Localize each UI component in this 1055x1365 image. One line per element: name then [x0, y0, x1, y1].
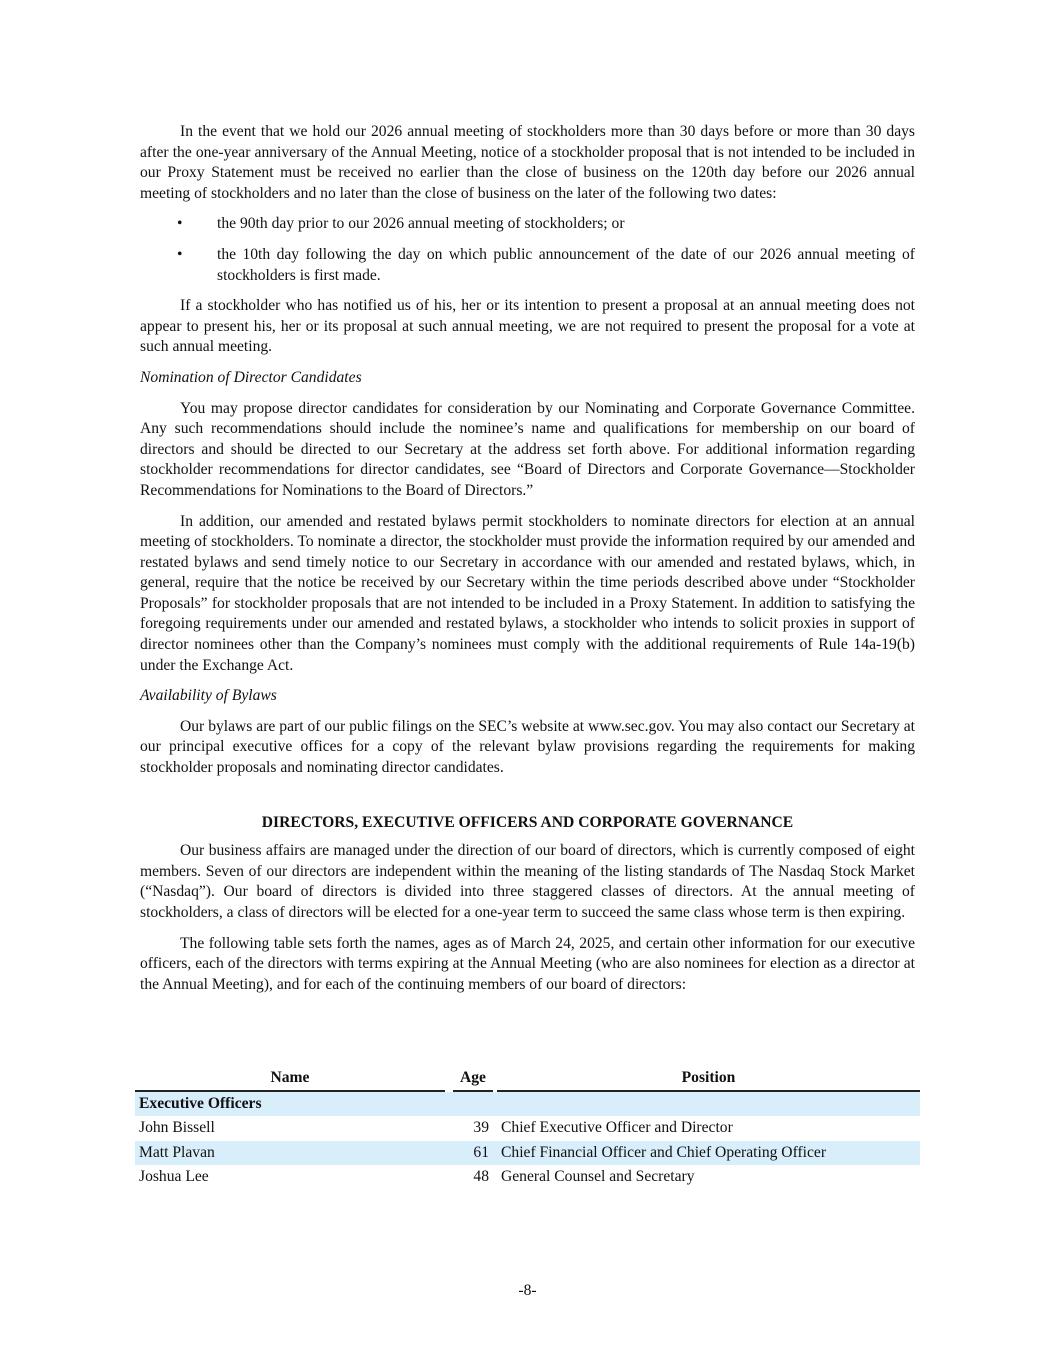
cell-age: 39 [473, 1119, 489, 1137]
paragraph: The following table sets forth the names, ages as of March 24, 2025, and certain other information for our executive officers, each of the directors with terms expiring at the Annual Meeting (who are also nominees for election as a director at the Annual Meeting), and for each of the continuing members of our board of directors: [140, 934, 915, 993]
cell-name: Matt Plavan [135, 1141, 445, 1166]
cell-position: Chief Executive Officer and Director [501, 1119, 733, 1137]
cell-age: 61 [453, 1141, 497, 1166]
officers-table [135, 1066, 920, 1190]
bullet-text: the 10th day following the day on which public announcement of the date of our 2026 annual meeting of stockholders is first made. [217, 245, 915, 284]
table-row [135, 1141, 920, 1166]
table-header [135, 1066, 920, 1092]
section-title: DIRECTORS, EXECUTIVE OFFICERS AND CORPORATE GOVERNANCE [261, 813, 794, 831]
bullet-item [140, 214, 915, 235]
table-group-row [135, 1092, 920, 1117]
paragraph: Our business affairs are managed under the direction of our board of directors, which is currently composed of eight members. Seven of our directors are independent within the meaning of the listing standards of The Nasdaq Stock Market (“Nasdaq”). Our board of directors is divided into three staggered classes of directors. At the annual meeting of stockholders, a class of directors will be elected for a one-year term to succeed the same class whose term is then expiring. [140, 842, 915, 921]
subheading-nomination: Nomination of Director Candidates [140, 368, 362, 386]
paragraph: You may propose director candidates for consideration by our Nominating and Corporate Governance Committee. Any such recommendations should include the nominee’s name and qualifications for membership on our board of directors and should be directed to our Secretary at the address set forth above. For additional information regarding stockholder recommendations for director candidates, see “Board of Directors and Corporate Governance—Stockholder Recommendations for Nominations to the Board of Directors.” [140, 399, 915, 499]
bullet-icon: • [177, 215, 183, 233]
paragraph: In addition, our amended and restated bylaws permit stockholders to nominate directors for election at an annual meeting of stockholders. To nominate a director, the stockholder must provide the information required by our amended and restated bylaws and send timely notice to our Secretary in accordance with our amended and restated bylaws, which, in general, require that the notice be received by our Secretary within the time periods described above under “Stockholder Proposals” for stockholder proposals that are not intended to be included in a Proxy Statement. In addition to satisfying the foregoing requirements under our amended and restated bylaws, a stockholder who intends to solicit proxies in support of director nominees other than the Company’s nominees must comply with the additional requirements of Rule 14a-19(b) under the Exchange Act. [140, 512, 915, 674]
bullet-text: the 90th day prior to our 2026 annual meeting of stockholders; or [217, 215, 625, 233]
table-row [135, 1165, 920, 1190]
paragraph: In the event that we hold our 2026 annual meeting of stockholders more than 30 days before or more than 30 days after the one-year anniversary of the Annual Meeting, notice of a stockholder proposal that is not intended to be included in our Proxy Statement must be received no earlier than the close of business on the 120th day before our 2026 annual meeting of stockholders and no later than the close of business on the later of the following two dates: [140, 123, 915, 202]
cell-name: Joshua Lee [139, 1168, 209, 1186]
cell-name: John Bissell [139, 1119, 215, 1137]
bullet-icon: • [177, 245, 183, 263]
header-name: Name [135, 1066, 445, 1092]
cell-position: Chief Financial Officer and Chief Operating Officer [497, 1141, 920, 1166]
cell-age: 48 [473, 1168, 489, 1186]
paragraph: Our bylaws are part of our public filings on the SEC’s website at www.sec.gov. You may also contact our Secretary at our principal executive offices for a copy of the relevant bylaw provisions regarding the requirements for making stockholder proposals and nominating director candidates. [140, 717, 915, 777]
header-position: Position [497, 1066, 920, 1092]
cell-position: General Counsel and Secretary [501, 1168, 695, 1186]
group-label: Executive Officers [135, 1092, 920, 1117]
page-body [140, 122, 915, 1005]
bullet-item [140, 245, 915, 286]
table-row [135, 1116, 920, 1141]
subheading-bylaws: Availability of Bylaws [140, 687, 277, 705]
page-number: -8- [518, 1282, 537, 1299]
paragraph: If a stockholder who has notified us of his, her or its intention to present a proposal at an annual meeting does not appear to present his, her or its proposal at such annual meeting, we are not required to present the proposal for a vote at such annual meeting. [140, 297, 915, 356]
header-age: Age [453, 1066, 493, 1092]
